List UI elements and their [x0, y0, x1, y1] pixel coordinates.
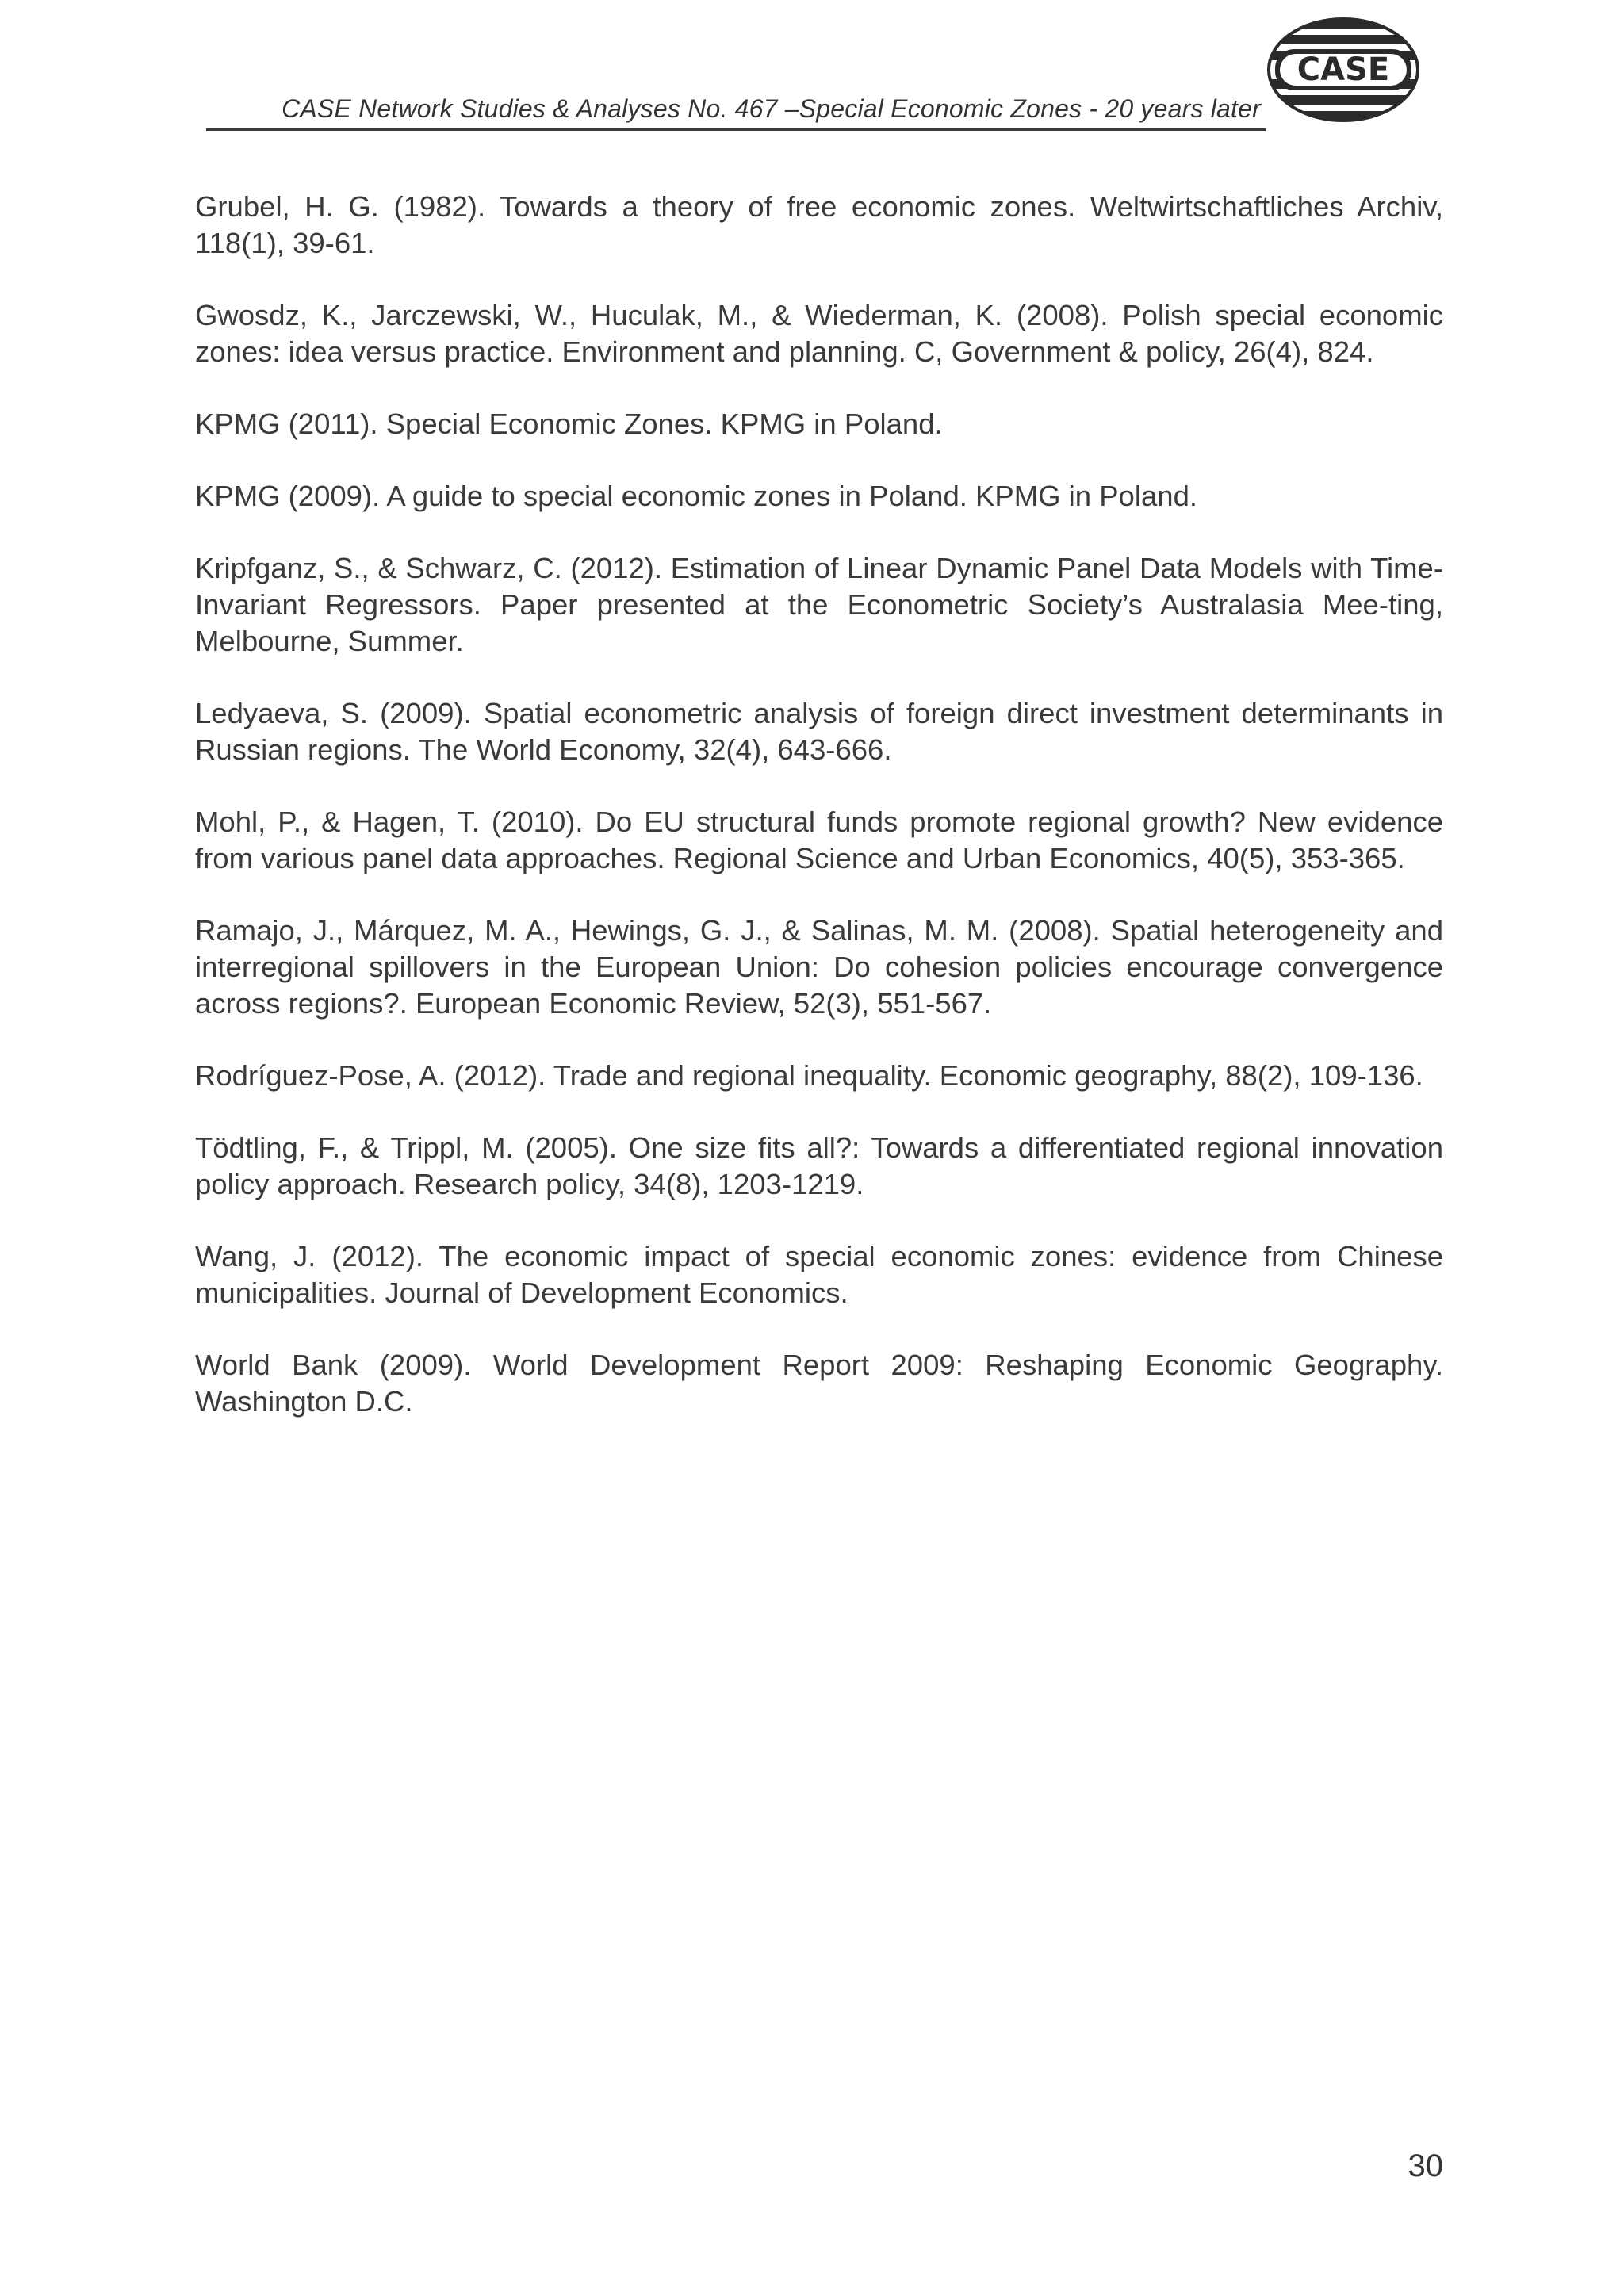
reference-list — [195, 189, 1443, 1456]
logo-text: CASE — [1297, 52, 1390, 88]
reference-item: KPMG (2011). Special Economic Zones. KPMG in Poland. — [195, 408, 943, 440]
reference-item: KPMG (2009). A guide to special economic zones in Poland. KPMG in Poland. — [195, 480, 1198, 512]
reference-item: Ledyaeva, S. (2009). Spatial econometric analysis of foreign direct investment determinants in Russian regions. The World Economy, 32(4), 643-666. — [195, 697, 1443, 766]
reference-item: Wang, J. (2012). The economic impact of special economic zones: evidence from Chinese municipalities. Journal of Development Economics. — [195, 1240, 1443, 1309]
reference-item: Grubel, H. G. (1982). Towards a theory of free economic zones. Weltwirtschaftliches Archiv, 118(1), 39-61. — [195, 190, 1443, 259]
header-title: CASE Network Studies & Analyses No. 467 –Special Economic Zones - 20 years later — [282, 94, 1261, 123]
reference-item: Gwosdz, K., Jarczewski, W., Huculak, M., & Wiederman, K. (2008). Polish special economic zones: idea versus practice. Environment and planning. C, Government & policy, 26(4), 824. — [195, 299, 1443, 368]
reference-item: Rodríguez-Pose, A. (2012). Trade and regional inequality. Economic geography, 88(2), 109-136. — [195, 1059, 1423, 1092]
reference-item: Tödtling, F., & Trippl, M. (2005). One size fits all?: Towards a differentiated regional innovation policy approach. Research policy, 34(8), 1203-1219. — [195, 1131, 1443, 1200]
page-header — [206, 89, 1266, 131]
reference-item: Kripfganz, S., & Schwarz, C. (2012). Estimation of Linear Dynamic Panel Data Models with Time-Invariant Regressors. Paper presented at the Econometric Society’s Australasia Mee-ting, Melbourne, Summer. — [195, 552, 1443, 657]
case-logo — [1266, 16, 1421, 124]
reference-item: World Bank (2009). World Development Report 2009: Reshaping Economic Geography. Washington D.C. — [195, 1349, 1443, 1418]
reference-item: Ramajo, J., Márquez, M. A., Hewings, G. J., & Salinas, M. M. (2008). Spatial heterogeneity and interregional spillovers in the European Union: Do cohesion policies encourage convergence across regions?. European Economic Review, 52(3), 551-567. — [195, 914, 1443, 1020]
page-number: 30 — [1408, 2149, 1443, 2183]
reference-item: Mohl, P., & Hagen, T. (2010). Do EU structural funds promote regional growth? New evidence from various panel data approaches. Regional Science and Urban Economics, 40(5), 353-365. — [195, 806, 1443, 874]
